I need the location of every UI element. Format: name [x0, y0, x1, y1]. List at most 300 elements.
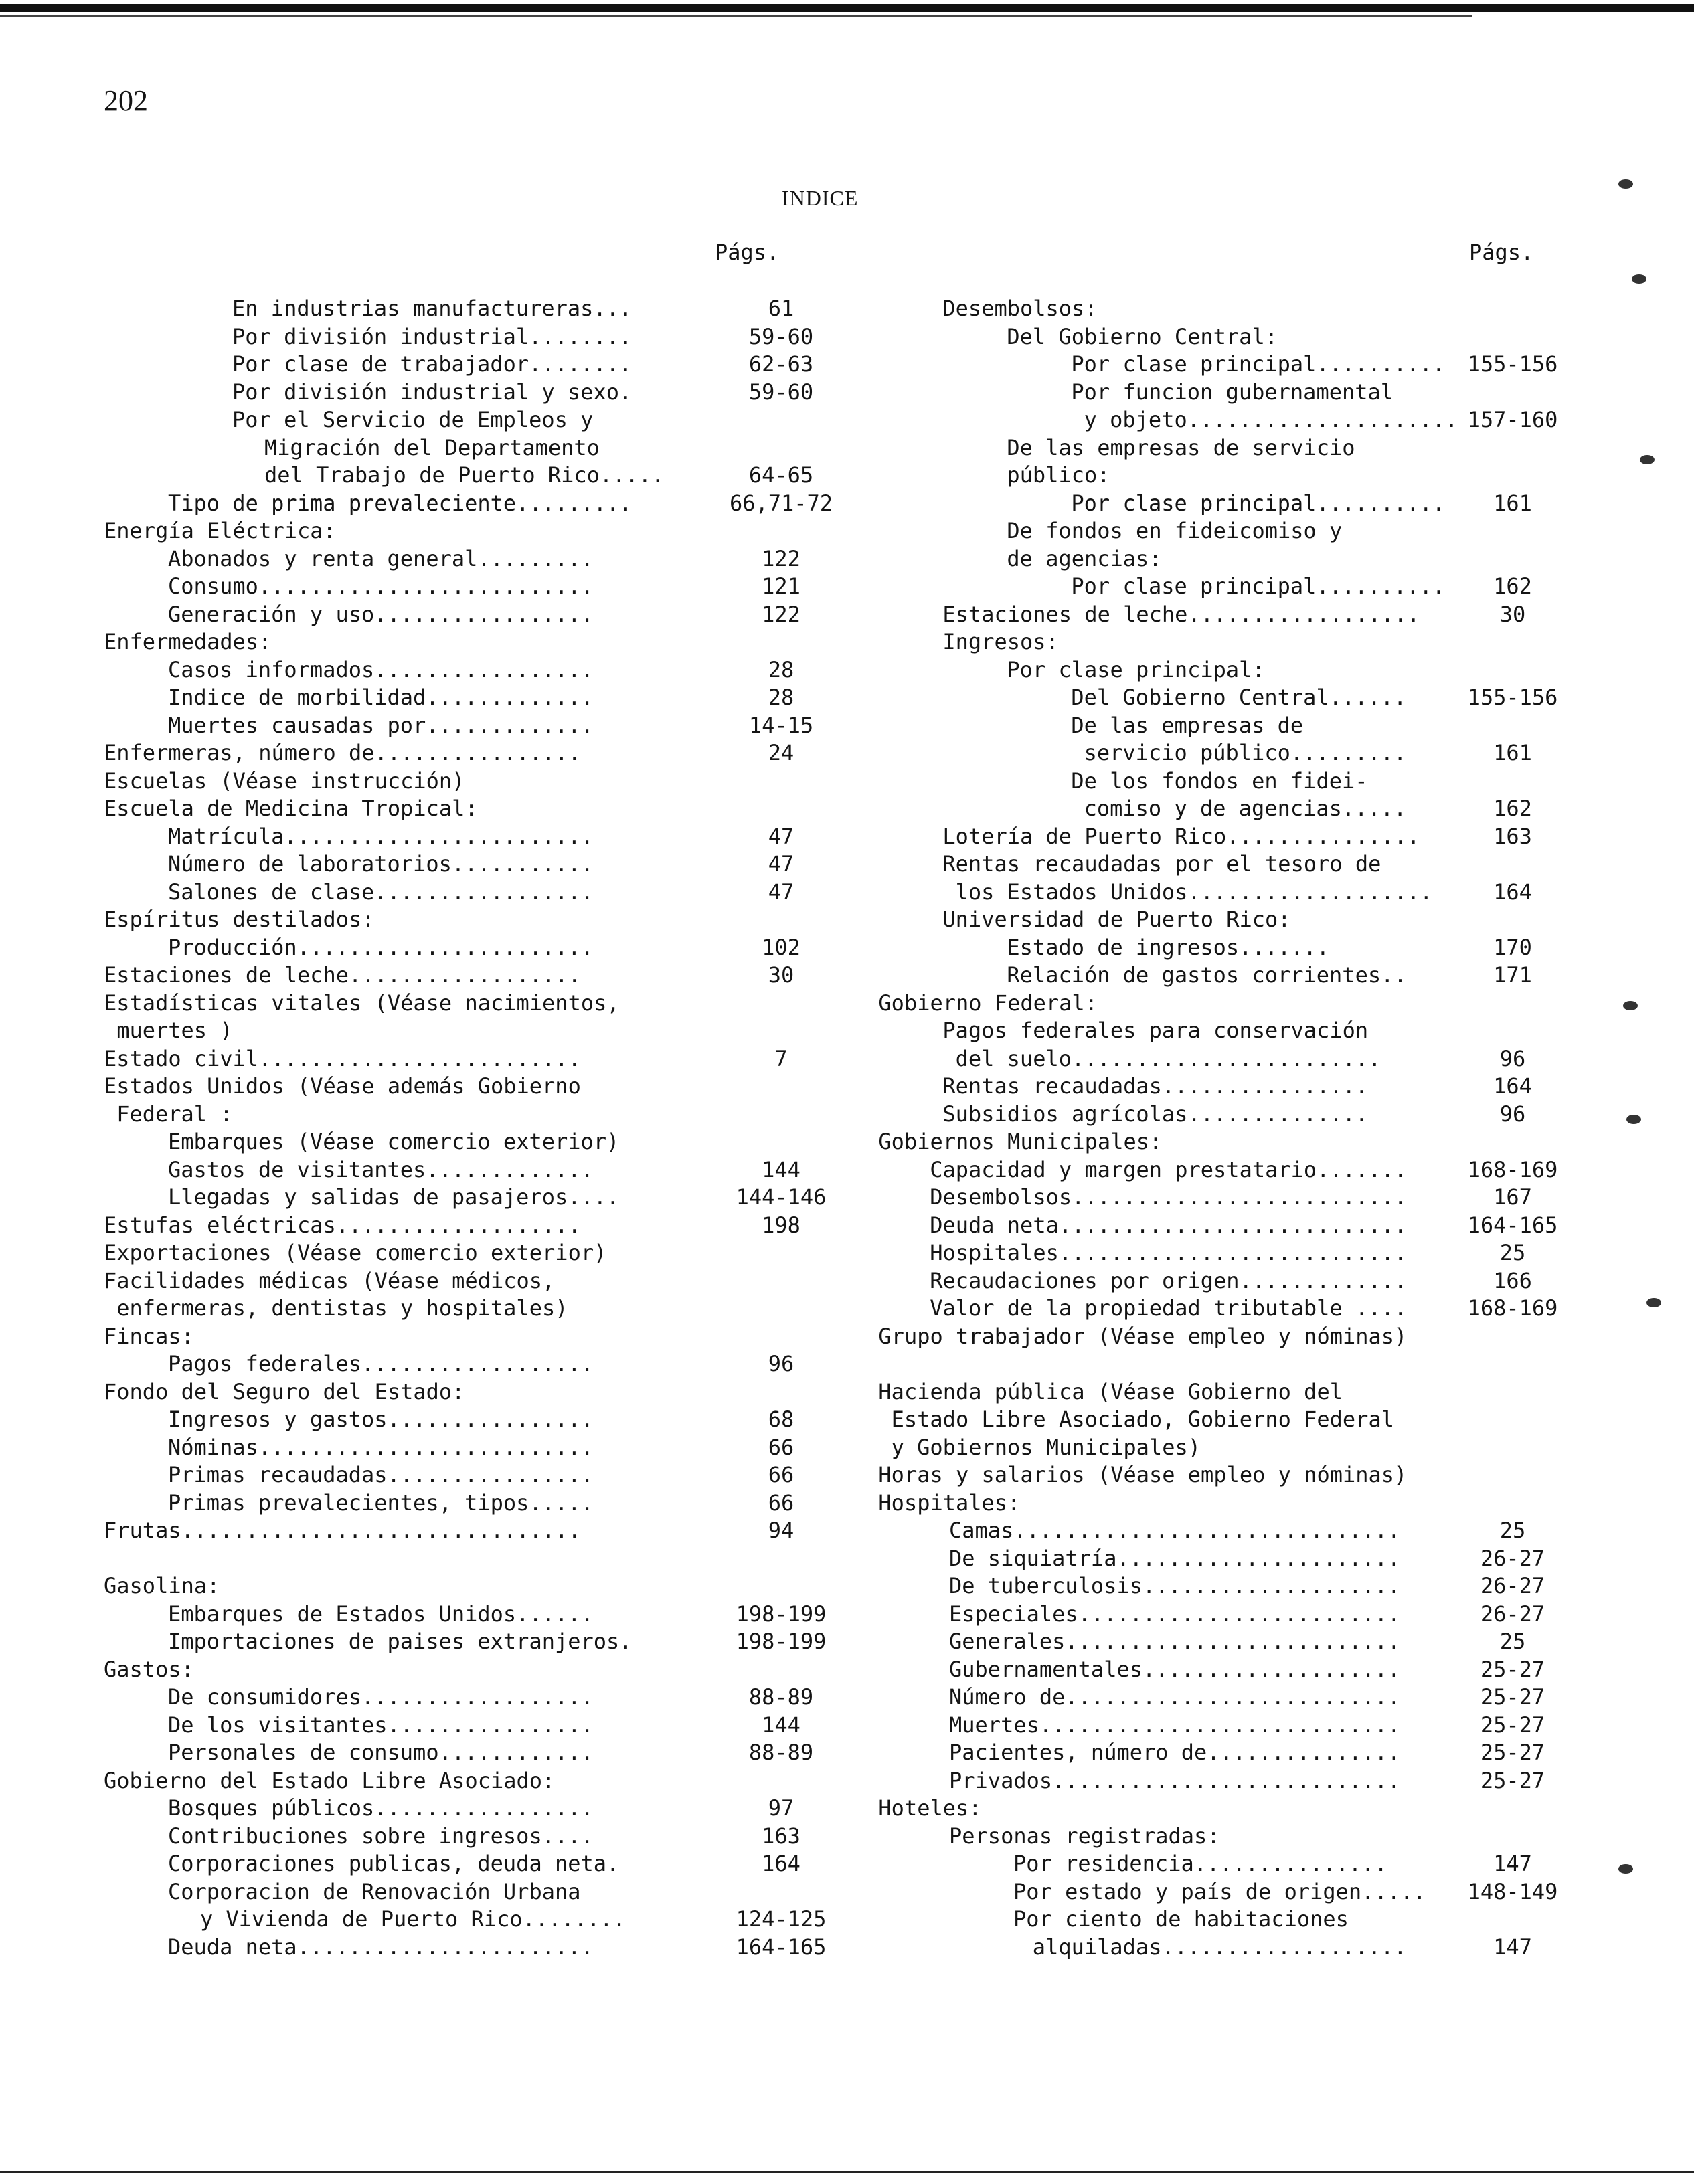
index-entry-text: Contribuciones sobre ingresos....	[168, 1823, 594, 1849]
index-entry	[104, 850, 794, 878]
index-entry-text: Rentas recaudadas por el tesoro de	[942, 851, 1381, 877]
index-entry	[104, 1461, 794, 1489]
index-entry	[104, 1572, 220, 1600]
index-entry-page: 66	[768, 1434, 794, 1460]
index-entry	[917, 378, 1393, 406]
index-entry	[104, 517, 336, 545]
index-entry-text: Gobiernos Municipales:	[878, 1129, 1163, 1154]
index-entry-page: 96	[768, 1351, 794, 1376]
index-entry-page: 25-27	[1480, 1767, 1545, 1793]
index-entry-text: Estados Unidos (Véase además Gobierno	[104, 1073, 581, 1099]
index-entry	[104, 794, 478, 822]
index-entry-text: Por ciento de habitaciones	[1013, 1906, 1349, 1932]
index-entry-text: Gastos:	[104, 1656, 194, 1682]
index-entry	[104, 711, 814, 739]
index-entry-page: 24	[768, 740, 794, 765]
index-entry-page: 25	[1499, 1518, 1526, 1543]
index-entry-text: Gasolina:	[104, 1573, 220, 1599]
index-entry-text: Pagos federales para conservación	[942, 1018, 1369, 1043]
index-entry-text: De consumidores..................	[168, 1684, 594, 1710]
index-entry	[104, 822, 794, 850]
index-entry	[917, 822, 1532, 850]
index-entry-text: Capacidad y margen prestatario.......	[930, 1156, 1408, 1182]
index-entry-page: 25-27	[1480, 1740, 1545, 1765]
index-entry-page: 161	[1493, 740, 1532, 765]
index-entry	[104, 656, 794, 684]
index-entry-text: Rentas recaudadas................	[942, 1073, 1369, 1099]
index-entry-text: Ingresos:	[942, 629, 1059, 654]
index-entry-text: Estadísticas vitales (Véase nacimientos,	[104, 990, 620, 1016]
index-entry	[878, 989, 1098, 1017]
index-entry-page: 25	[1499, 1240, 1526, 1265]
index-entry	[104, 1905, 827, 1933]
index-entry	[917, 850, 1381, 878]
index-entry-page: 88-89	[748, 1684, 814, 1710]
index-entry	[104, 378, 814, 406]
index-entry-text: Estado de ingresos.......	[1007, 934, 1330, 960]
index-entry	[104, 434, 600, 462]
index-entry-page: 198-199	[736, 1629, 827, 1654]
index-entry-page: 121	[762, 573, 800, 599]
index-entry-page: 30	[768, 962, 794, 988]
index-entry-text: Universidad de Puerto Rico:	[942, 907, 1291, 932]
index-entry-page: 122	[762, 545, 800, 571]
index-entry-page: 122	[762, 601, 800, 627]
index-entry	[104, 767, 464, 795]
index-entry-page: 147	[1493, 1851, 1532, 1876]
bottom-rule	[0, 2171, 1694, 2173]
index-entry	[917, 1905, 1349, 1933]
index-entry	[104, 1072, 581, 1100]
index-entry	[917, 1544, 1545, 1572]
index-entry	[878, 1794, 982, 1822]
index-entry	[104, 1267, 555, 1295]
index-entry	[104, 489, 833, 517]
index-entry	[917, 628, 1059, 656]
index-entry-page: 59-60	[748, 323, 814, 349]
index-entry-page: 26-27	[1480, 1545, 1545, 1571]
index-entry-text: Valor de la propiedad tributable ....	[930, 1295, 1408, 1321]
index-entry-text: los Estados Unidos...................	[955, 879, 1433, 905]
index-entry-text: Facilidades médicas (Véase médicos,	[104, 1267, 556, 1293]
index-entry-page: 164-165	[1467, 1212, 1558, 1238]
index-entry	[104, 350, 814, 378]
index-entry-text: Matrícula........................	[168, 823, 594, 849]
index-entry-text: Casos informados.................	[168, 656, 594, 682]
index-entry	[917, 1878, 1558, 1906]
index-entry-page: 25-27	[1480, 1712, 1545, 1738]
index-entry	[104, 1489, 794, 1517]
index-entry	[104, 1294, 568, 1322]
index-entry-page: 96	[1499, 1045, 1526, 1071]
index-entry	[917, 350, 1558, 378]
index-entry	[104, 1933, 827, 1961]
index-entry-text: Federal :	[116, 1101, 233, 1127]
index-entry-page: 47	[768, 879, 794, 905]
index-entry	[917, 794, 1532, 822]
index-entry	[917, 1738, 1545, 1766]
index-entry	[104, 1044, 788, 1073]
index-entry-text: Embarques de Estados Unidos......	[168, 1601, 594, 1627]
index-entry-text: Pacientes, número de...............	[949, 1740, 1401, 1765]
index-entry-text: Privados...........................	[949, 1767, 1401, 1793]
index-entry	[917, 434, 1355, 462]
index-entry-text: Estufas eléctricas...................	[104, 1212, 581, 1238]
index-entry	[104, 1878, 581, 1906]
index-entry	[104, 1738, 814, 1766]
index-entry-page: 162	[1493, 796, 1532, 821]
index-entry-text: Especiales.........................	[949, 1601, 1401, 1627]
index-entry	[917, 1933, 1532, 1961]
index-entry	[104, 1322, 194, 1350]
index-entry-text: Por funcion gubernamental	[1071, 379, 1394, 405]
index-entry	[917, 878, 1532, 906]
index-entry-page: 66,71-72	[729, 490, 833, 516]
index-entry-page: 25-27	[1480, 1656, 1545, 1682]
index-entry-page: 171	[1493, 962, 1532, 988]
index-entry-text: Abonados y renta general.........	[168, 545, 594, 571]
index-entry-page: 25	[1499, 1629, 1526, 1654]
index-entry	[917, 1600, 1545, 1628]
index-entry	[917, 517, 1342, 545]
index-entry-page: 26-27	[1480, 1601, 1545, 1627]
index-entry-text: Embarques (Véase comercio exterior)	[168, 1129, 620, 1154]
index-entry	[917, 1267, 1532, 1295]
index-entry-text: De las empresas de servicio	[1007, 434, 1355, 460]
index-entry-text: Enfermeras, número de................	[104, 740, 581, 765]
index-entry-text: Gastos de visitantes.............	[168, 1156, 594, 1182]
index-entry-page: 167	[1493, 1184, 1532, 1210]
index-entry	[878, 1489, 1021, 1517]
index-entry	[104, 933, 800, 962]
index-entry-text: Llegadas y salidas de pasajeros....	[168, 1184, 620, 1210]
top-rule-thin	[0, 15, 1472, 17]
index-entry-page: 163	[1493, 823, 1532, 849]
index-entry-text: Por clase principal..........	[1071, 351, 1446, 377]
index-entry-page: 102	[762, 934, 800, 960]
index-entry-text: Deuda neta...........................	[930, 1212, 1408, 1238]
index-entry	[917, 1627, 1526, 1655]
index-entry-text: Gobierno del Estado Libre Asociado:	[104, 1767, 556, 1793]
index-entry-page: 30	[1499, 601, 1526, 627]
index-entry-page: 164	[1493, 879, 1532, 905]
index-entry	[104, 1794, 794, 1822]
index-entry	[104, 572, 800, 600]
index-entry-text: Por el Servicio de Empleos y	[232, 407, 594, 432]
index-entry	[878, 1378, 1343, 1406]
index-entry-page: 47	[768, 823, 794, 849]
pags-header-right: Págs.	[1469, 240, 1534, 265]
index-entry-text: Por residencia...............	[1013, 1851, 1387, 1876]
index-entry-text: Estado civil.........................	[104, 1045, 581, 1071]
index-entry	[917, 1016, 1368, 1044]
index-entry-text: Hospitales:	[878, 1489, 1021, 1516]
index-entry	[917, 1156, 1558, 1184]
index-entry	[878, 1461, 1408, 1489]
index-entry-text: Corporacion de Renovación Urbana	[168, 1878, 581, 1904]
index-entry-text: Desembolsos:	[942, 296, 1098, 321]
index-entry-text: del Trabajo de Puerto Rico.....	[264, 462, 665, 488]
index-entry-page: 14-15	[748, 712, 814, 738]
index-entry	[104, 1378, 464, 1406]
index-entry-text: Del Gobierno Central:	[1007, 323, 1278, 349]
index-entry-text: Estaciones de leche..................	[104, 962, 581, 988]
index-entry-page: 161	[1493, 490, 1532, 516]
index-entry-text: Personas registradas:	[949, 1823, 1220, 1849]
index-entry-text: y Vivienda de Puerto Rico........	[200, 1906, 626, 1932]
index-entry	[917, 1849, 1532, 1878]
index-entry	[917, 1100, 1526, 1128]
index-entry	[917, 294, 1098, 323]
index-entry-page: 64-65	[748, 462, 814, 488]
index-entry-text: Grupo trabajador (Véase empleo y nóminas)	[878, 1323, 1408, 1349]
index-entry-page: 28	[768, 656, 794, 682]
index-entry-text: Generación y uso.................	[168, 601, 594, 627]
index-entry-text: Importaciones de paises extranjeros.	[168, 1629, 632, 1654]
index-entry	[878, 1322, 1408, 1350]
index-entry-page: 66	[768, 1462, 794, 1487]
index-entry	[104, 294, 794, 323]
index-entry-text: Muertes causadas por.............	[168, 712, 594, 738]
index-entry-text: público:	[1007, 462, 1110, 488]
index-entry	[917, 405, 1558, 434]
index-entry	[104, 323, 814, 351]
index-entry-text: Por clase de trabajador........	[232, 351, 632, 377]
index-entry	[917, 1294, 1558, 1322]
index-entry	[917, 1183, 1532, 1211]
index-entry	[917, 711, 1303, 739]
index-entry	[917, 461, 1110, 489]
index-entry-text: Por estado y país de origen.....	[1013, 1878, 1426, 1904]
index-entry-page: 166	[1493, 1267, 1532, 1293]
index-entry	[104, 545, 800, 573]
index-entry-text: Ingresos y gastos................	[168, 1406, 594, 1432]
margin-speck	[1626, 1115, 1641, 1124]
index-entry-text: Del Gobierno Central......	[1071, 685, 1407, 710]
index-entry-page: 164-165	[736, 1934, 827, 1960]
index-entry-text: Indice de morbilidad.............	[168, 685, 594, 710]
index-entry-text: alquiladas...................	[1032, 1934, 1407, 1960]
index-entry	[917, 1572, 1545, 1600]
index-entry-page: 147	[1493, 1934, 1532, 1960]
index-entry	[917, 656, 1265, 684]
margin-speck	[1618, 179, 1633, 189]
index-entry-page: 144-146	[736, 1184, 827, 1210]
index-entry-page: 26-27	[1480, 1573, 1545, 1599]
index-entry-page: 66	[768, 1489, 794, 1516]
index-entry-page: 164	[1493, 1073, 1532, 1099]
index-entry-text: del suelo........................	[955, 1045, 1381, 1071]
index-entry	[104, 1516, 794, 1544]
index-entry	[104, 1655, 194, 1683]
index-entry-text: Número de laboratorios...........	[168, 851, 594, 877]
index-entry	[104, 1822, 800, 1850]
index-entry	[891, 1405, 1394, 1433]
index-entry	[917, 1822, 1220, 1850]
index-entry-text: Migración del Departamento	[264, 434, 600, 460]
index-entry-text: Por división industrial y sexo.	[232, 379, 632, 405]
index-entry-page: 157-160	[1467, 407, 1558, 432]
index-entry-text: muertes )	[116, 1018, 233, 1043]
index-entry	[104, 1156, 800, 1184]
index-entry-text: enfermeras, dentistas y hospitales)	[116, 1295, 568, 1321]
index-entry	[917, 545, 1162, 573]
index-entry-page: 144	[762, 1712, 800, 1738]
index-entry	[917, 1683, 1545, 1711]
index-entry	[104, 405, 593, 434]
index-entry-page: 68	[768, 1406, 794, 1432]
index-entry	[917, 1044, 1526, 1073]
index-entry	[104, 1127, 619, 1156]
index-entry-text: Hacienda pública (Véase Gobierno del	[878, 1378, 1343, 1404]
index-entry-text: y objeto.....................	[1084, 407, 1458, 432]
index-entry-page: 124-125	[736, 1906, 827, 1932]
index-entry	[917, 905, 1291, 933]
index-entry-text: De siquiatría......................	[949, 1545, 1401, 1571]
index-entry	[104, 961, 794, 989]
index-title: INDICE	[782, 186, 859, 210]
index-entry-text: Salones de clase.................	[168, 879, 594, 905]
index-entry-page: 168-169	[1467, 1156, 1558, 1182]
index-entry-text: comiso y de agencias.....	[1084, 796, 1407, 821]
margin-speck	[1618, 1864, 1633, 1874]
index-entry-text: Gubernamentales....................	[949, 1656, 1401, 1682]
index-entry	[104, 1211, 800, 1239]
index-entry	[917, 1211, 1558, 1239]
index-entry-text: Lotería de Puerto Rico...............	[942, 823, 1420, 849]
index-entry-page: 94	[768, 1518, 794, 1543]
index-entry	[917, 683, 1558, 711]
pags-header-left: Págs.	[715, 240, 780, 265]
index-entry	[917, 1711, 1545, 1739]
index-entry	[104, 1600, 827, 1628]
index-entry-text: Enfermedades:	[104, 629, 272, 654]
index-entry-page: 170	[1493, 934, 1532, 960]
index-entry	[917, 1072, 1532, 1100]
index-entry	[917, 739, 1532, 767]
index-entry-text: Hospitales...........................	[930, 1240, 1408, 1265]
index-entry-page: 198	[762, 1212, 800, 1238]
index-entry-text: Relación de gastos corrientes..	[1007, 962, 1407, 988]
index-entry-text: Gobierno Federal:	[878, 990, 1098, 1016]
index-entry-text: Por división industrial........	[232, 323, 632, 349]
index-entry-text: Pagos federales..................	[168, 1351, 594, 1376]
index-entry-text: De los visitantes................	[168, 1712, 594, 1738]
margin-speck	[1646, 1298, 1661, 1307]
index-entry	[917, 572, 1532, 600]
index-entry-text: Escuela de Medicina Tropical:	[104, 796, 478, 821]
index-entry-text: Generales..........................	[949, 1629, 1401, 1654]
index-entry-text: De las empresas de	[1071, 712, 1304, 738]
index-entry-text: Estado Libre Asociado, Gobierno Federal	[891, 1406, 1394, 1432]
index-entry-text: Exportaciones (Véase comercio exterior)	[104, 1240, 607, 1265]
index-entry-text: Fincas:	[104, 1323, 194, 1349]
index-entry	[104, 461, 814, 489]
index-entry	[917, 600, 1526, 628]
index-entry	[104, 628, 271, 656]
index-entry-text: Por clase principal..........	[1071, 490, 1446, 516]
index-entry-text: Horas y salarios (Véase empleo y nóminas)	[878, 1462, 1408, 1487]
index-entry-text: servicio público.........	[1084, 740, 1407, 765]
index-entry-text: Por clase principal:	[1007, 656, 1265, 682]
index-entry	[917, 1239, 1526, 1267]
margin-speck	[1623, 1001, 1638, 1010]
page-number: 202	[104, 84, 148, 117]
index-entry	[917, 961, 1532, 989]
index-entry	[917, 1766, 1545, 1795]
index-entry	[917, 1655, 1545, 1683]
index-entry	[104, 1849, 800, 1878]
index-entry-page: 163	[762, 1823, 800, 1849]
index-entry-text: De los fondos en fidei-	[1071, 767, 1368, 794]
index-entry-page: 28	[768, 685, 794, 710]
index-entry-text: Escuelas (Véase instrucción)	[104, 767, 465, 794]
index-entry	[917, 933, 1532, 962]
index-entry	[917, 489, 1532, 517]
index-entry-text: Recaudaciones por origen.............	[930, 1267, 1408, 1293]
index-entry-page: 47	[768, 851, 794, 877]
index-entry-text: Energía Eléctrica:	[104, 518, 336, 543]
index-entry-page: 164	[762, 1851, 800, 1876]
index-entry-text: Consumo..........................	[168, 573, 594, 599]
index-entry-page: 62-63	[748, 351, 814, 377]
index-entry	[917, 323, 1278, 351]
index-entry	[104, 1433, 794, 1461]
index-entry	[104, 1350, 794, 1378]
index-entry	[104, 1711, 800, 1739]
index-entry	[104, 1683, 814, 1711]
index-entry-text: de agencias:	[1007, 545, 1162, 571]
index-entry-text: Corporaciones publicas, deuda neta.	[168, 1851, 620, 1876]
index-entry-page: 97	[768, 1795, 794, 1821]
index-entry-text: Estaciones de leche..................	[942, 601, 1420, 627]
index-entry-text: Deuda neta.......................	[168, 1934, 594, 1960]
index-entry	[104, 683, 794, 711]
index-entry-page: 88-89	[748, 1740, 814, 1765]
index-entry-page: 198-199	[736, 1601, 827, 1627]
index-entry	[104, 1405, 794, 1433]
index-entry-text: Producción.......................	[168, 934, 594, 960]
index-entry-page: 155-156	[1467, 685, 1558, 710]
index-entry-text: Primas recaudadas................	[168, 1462, 594, 1487]
index-entry	[104, 1016, 233, 1044]
index-entry-text: Primas prevalecientes, tipos.....	[168, 1489, 594, 1516]
index-entry-page: 162	[1493, 573, 1532, 599]
margin-speck	[1632, 274, 1646, 284]
index-entry-text: Espíritus destilados:	[104, 907, 375, 932]
index-entry	[104, 905, 375, 933]
index-entry-text: Por clase principal..........	[1071, 573, 1446, 599]
margin-speck	[1640, 455, 1655, 464]
index-entry-text: Nóminas..........................	[168, 1434, 594, 1460]
top-rule	[0, 4, 1694, 12]
index-entry-text: Frutas...............................	[104, 1518, 581, 1543]
index-entry	[917, 767, 1368, 795]
index-entry	[104, 739, 794, 767]
index-entry-text: Tipo de prima prevaleciente.........	[168, 490, 632, 516]
index-entry-text: Desembolsos..........................	[930, 1184, 1408, 1210]
index-entry-text: Número de..........................	[949, 1684, 1401, 1710]
index-entry	[917, 1516, 1526, 1544]
index-entry	[104, 600, 800, 628]
index-entry-text: y Gobiernos Municipales)	[891, 1434, 1201, 1460]
index-entry-page: 155-156	[1467, 351, 1558, 377]
index-entry-page: 61	[768, 296, 794, 321]
index-entry-page: 7	[774, 1045, 788, 1071]
index-entry	[104, 1627, 827, 1655]
index-entry-text: Camas..............................	[949, 1518, 1401, 1543]
index-entry	[104, 1239, 606, 1267]
